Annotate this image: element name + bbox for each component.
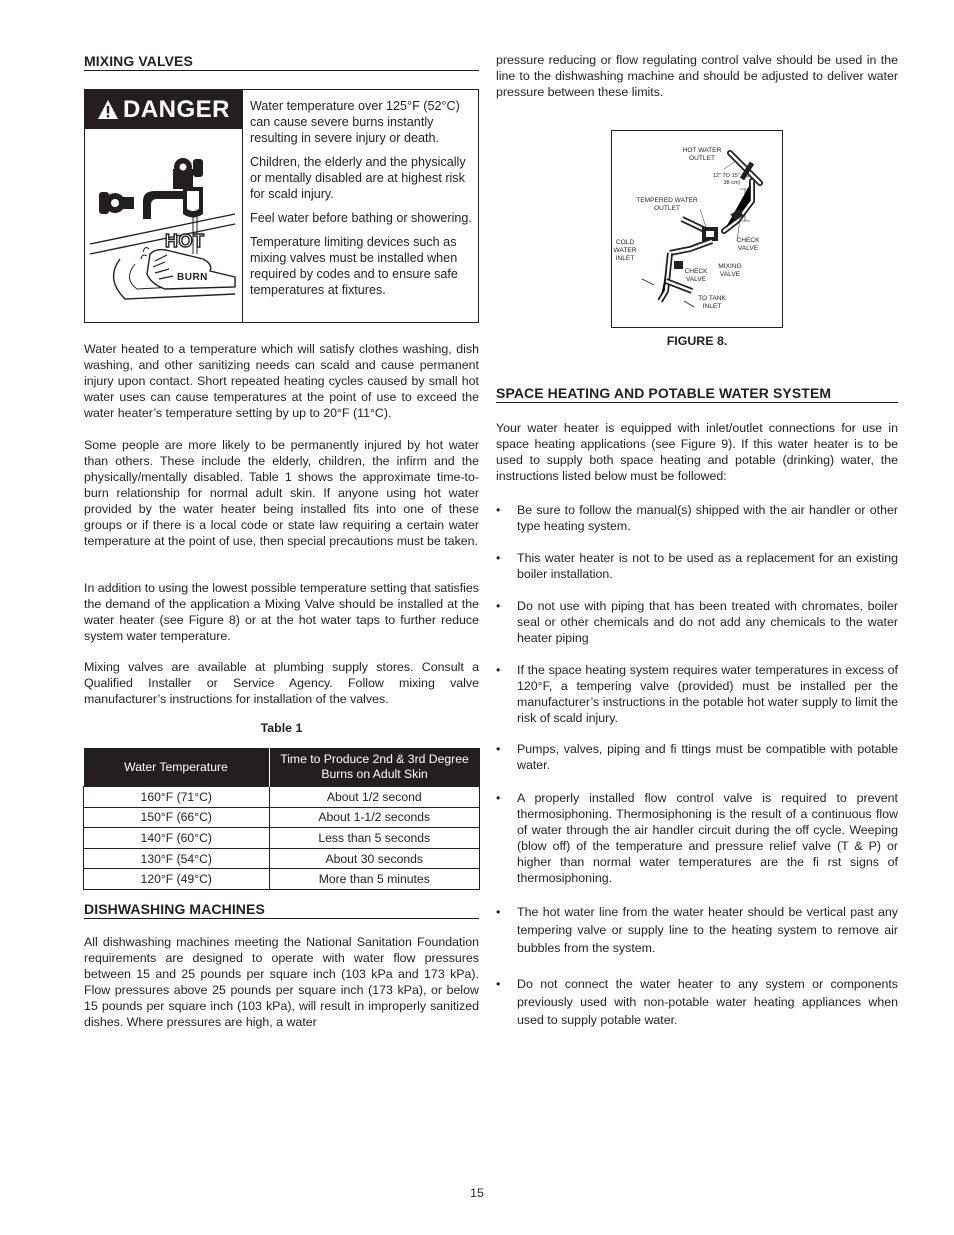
dishwashing-heading: DISHWASHING MACHINES xyxy=(84,901,479,919)
figure-label: 12" TO 15" (30-38 cm) xyxy=(712,173,752,186)
figure-label: HOT WATER OUTLET xyxy=(682,147,722,162)
bullet-glyph: • xyxy=(496,551,501,565)
danger-paragraph: Water temperature over 125°F (52°C) can cause severe burns instantly resulting in severe injury or death. xyxy=(250,99,460,145)
table-cell: 140°F (60°C) xyxy=(84,828,270,849)
list-item xyxy=(496,975,898,1029)
danger-text xyxy=(250,98,474,306)
body-paragraph: Some people are more likely to be permanently injured by hot water than others. These include the elderly, children, the infirm and the physically/mentally disabled. Table 1 shows the approximate time-to-burn relationship for normal adult skin. If anyone using hot water provided by the water heater being installed fits into one of these groups or if there is a local code or state law requiring a certain water temperature at the point of use, then special precautions must be taken. xyxy=(84,438,479,548)
figure-label: MIXING VALVE xyxy=(718,263,742,278)
list-item xyxy=(496,502,898,534)
table-row xyxy=(84,787,480,808)
warning-triangle-icon xyxy=(97,99,119,121)
list-item-text: If the space heating system requires water temperatures in excess of 120°F, a tempering valve (provided) must be installed per the manufacturer’s instructions in the potable hot water supply to limit the risk of scald injury. xyxy=(517,663,898,725)
danger-label: DANGER xyxy=(122,95,230,123)
list-item xyxy=(496,903,898,957)
space-heating-heading: SPACE HEATING AND POTABLE WATER SYSTEM xyxy=(496,385,898,403)
figure-label: CHECK VALVE xyxy=(684,268,708,283)
figure-label: COLD WATER INLET xyxy=(613,239,637,262)
bullet-glyph: • xyxy=(496,791,501,805)
list-item-text: Be sure to follow the manual(s) shipped with the air handler or other type heating system. xyxy=(517,503,898,533)
danger-paragraph: Feel water before bathing or showering. xyxy=(250,211,472,225)
body-paragraph: In addition to using the lowest possible temperature setting that satisfies the demand of the application a Mixing Valve should be installed at the water heater (see Figure 8) or at the hot water taps to further reduce system water temperature. xyxy=(84,581,479,643)
body-paragraph: Water heated to a temperature which will satisfy clothes washing, dish washing, and other sanitizing needs can scald and cause permanent injury upon contact. Short repeated heating cycles caused by small hot water uses can cause temperatures at the point of use to exceed the water heater’s temperature setting by up to 20°F (11°C). xyxy=(84,342,479,420)
danger-banner xyxy=(85,90,242,129)
hot-faucet-burn-icon xyxy=(85,129,242,323)
table-row xyxy=(84,807,480,828)
figure-label: TO TANK INLET xyxy=(698,295,726,310)
list-item-text: This water heater is not to be used as a replacement for an existing boiler installation. xyxy=(517,551,898,581)
table-cell: Less than 5 seconds xyxy=(269,828,480,849)
burn-time-table xyxy=(83,748,480,890)
bullet-glyph: • xyxy=(496,977,501,991)
list-item xyxy=(496,550,898,582)
danger-graphic-panel xyxy=(85,90,243,322)
table-cell: 120°F (49°C) xyxy=(84,869,270,890)
table-cell: 150°F (66°C) xyxy=(84,807,270,828)
figure-label: CHECK VALVE xyxy=(736,237,760,252)
body-paragraph: All dishwashing machines meeting the National Sanitation Foundation requirements are designed to operate with water flow pressures between 15 and 25 pounds per square inch (103 kPa and 173 kPa). Flow pressures above 25 pounds per square inch (173 kPa), or below 15 pounds per square inch (103 kPa), will result in improperly sanitized dishes. Where pressures are high, a water xyxy=(84,935,479,1029)
figure-caption: FIGURE 8. xyxy=(666,334,728,348)
list-item xyxy=(496,598,898,646)
table-cell: 160°F (71°C) xyxy=(84,787,270,808)
body-paragraph: Your water heater is equipped with inlet/outlet connections for use in space heating applications (see Figure 9). If this water heater is to be used to supply both space heating and potable (drinking) water, the instructions listed below must be followed: xyxy=(496,421,898,483)
table-header: Water Temperature xyxy=(84,748,270,787)
danger-paragraph: Children, the elderly and the physically or mentally disabled are at highest risk for scald injury. xyxy=(250,155,466,201)
danger-paragraph: Temperature limiting devices such as mixing valves must be installed when required by codes and to ensure safe temperatures at fixtures. xyxy=(250,235,458,297)
table-cell: About 1/2 second xyxy=(269,787,480,808)
list-item-text: The hot water line from the water heater should be vertical past any tempering valve or supply line to the heating system to remove air bubbles from the system. xyxy=(517,905,898,955)
body-paragraph: pressure reducing or flow regulating control valve should be used in the line to the dishwashing machine and should be adjusted to deliver water pressure between these limits. xyxy=(496,53,898,99)
danger-warning-box xyxy=(84,89,479,323)
space-heating-instructions xyxy=(496,502,898,1029)
list-item-text: Pumps, valves, piping and fi ttings must be compatible with potable water. xyxy=(517,742,898,772)
mixing-valves-heading: MIXING VALVES xyxy=(84,53,479,71)
list-item-text: A properly installed flow control valve is required to prevent thermosiphoning. Thermosiphoning is the result of a continuous flow of water through the air handler circuit during the off cycle. Weeping (blow off) of the temperature and pressure relief valve (T & P) or higher than normal water temperatures are the fi rst signs of thermosiphoning. xyxy=(517,791,898,885)
list-item-text: Do not connect the water heater to any system or components previously used with non-potable water heating appliances when used to supply potable water. xyxy=(517,977,898,1027)
bullet-glyph: • xyxy=(496,503,501,517)
page-number: 15 xyxy=(470,1186,484,1200)
bullet-glyph: • xyxy=(496,905,501,919)
hot-label: HOT xyxy=(165,231,205,251)
table-row xyxy=(84,869,480,890)
list-item xyxy=(496,790,898,886)
table-caption: Table 1 xyxy=(260,721,303,735)
bullet-glyph: • xyxy=(496,599,501,613)
table-row xyxy=(84,828,480,849)
table-cell: About 1-1/2 seconds xyxy=(269,807,480,828)
bullet-glyph: • xyxy=(496,742,501,756)
table-row xyxy=(84,848,480,869)
table-cell: More than 5 minutes xyxy=(269,869,480,890)
list-item xyxy=(496,662,898,726)
table-header: Time to Produce 2nd & 3rd Degree Burns on Adult Skin xyxy=(269,748,480,787)
bullet-glyph: • xyxy=(496,663,501,677)
list-item xyxy=(496,741,898,773)
figure-label: TEMPERED WATER OUTLET xyxy=(636,197,698,212)
list-item-text: Do not use with piping that has been treated with chromates, boiler seal or other chemicals and do not add any chemicals to the water heater piping xyxy=(517,599,898,645)
figure-8-diagram xyxy=(611,130,783,328)
body-paragraph: Mixing valves are available at plumbing supply stores. Consult a Qualified Installer or Service Agency. Follow mixing valve manufacturer’s instructions for installation of the valves. xyxy=(84,660,479,706)
burn-label: BURN xyxy=(177,272,208,283)
table-cell: About 30 seconds xyxy=(269,848,480,869)
table-cell: 130°F (54°C) xyxy=(84,848,270,869)
